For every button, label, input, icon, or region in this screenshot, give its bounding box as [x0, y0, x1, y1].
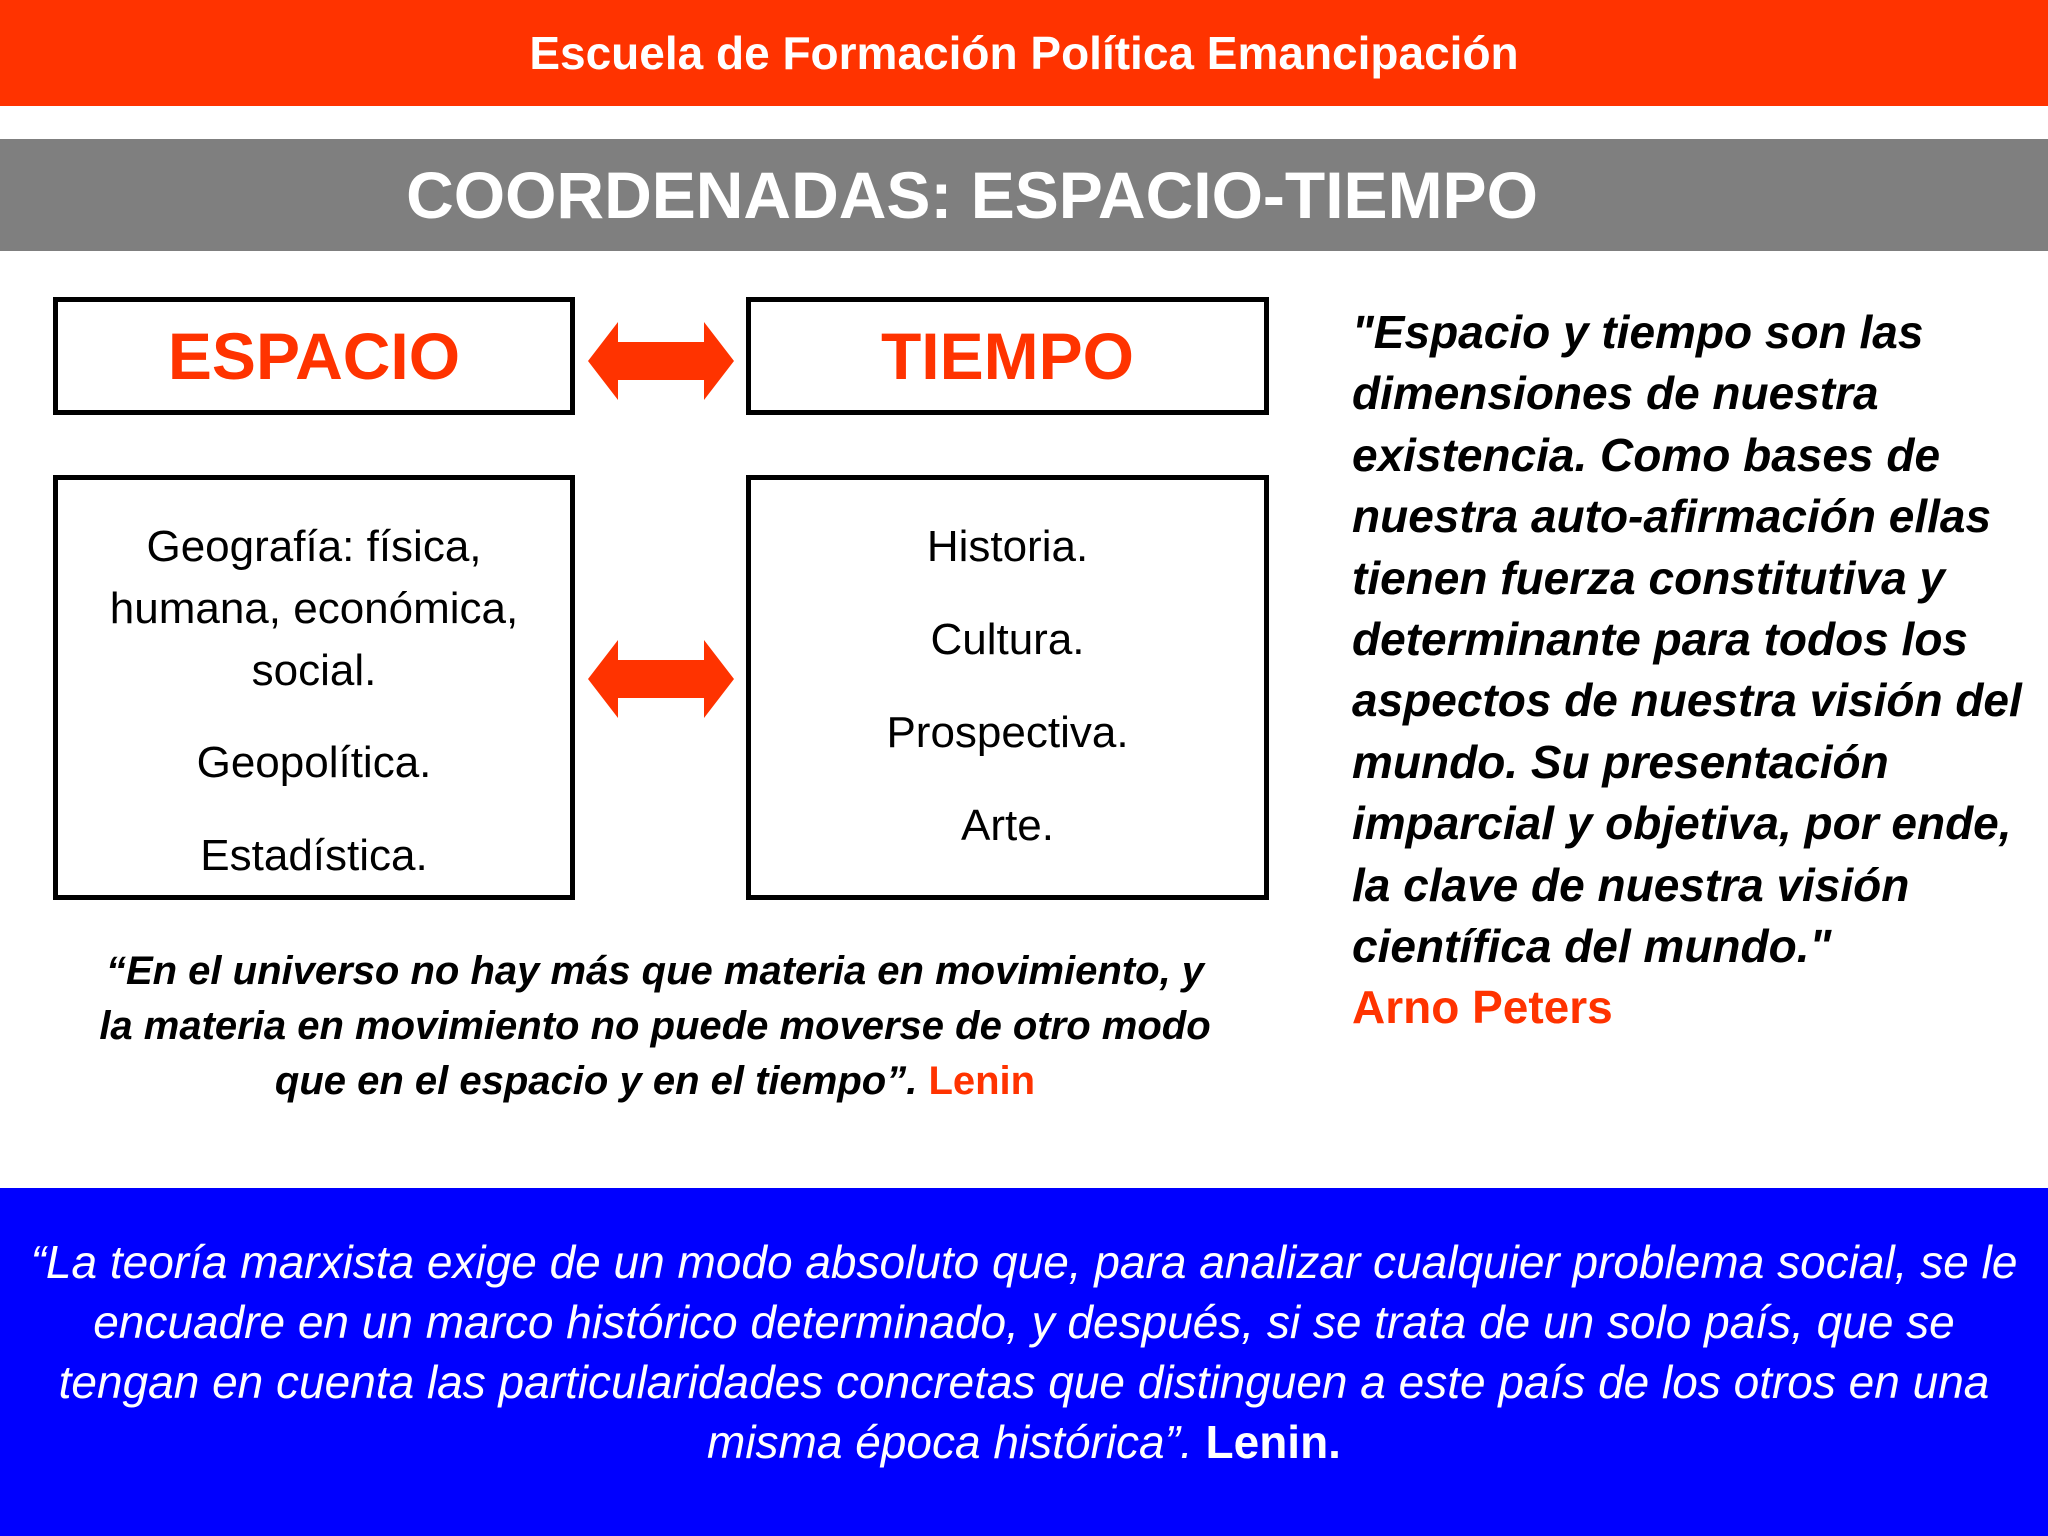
tiempo-item: Cultura.: [930, 615, 1085, 664]
quote-author: Lenin: [928, 1059, 1036, 1103]
lenin-quote-matter: [90, 944, 1220, 1109]
tiempo-heading: TIEMPO: [880, 319, 1134, 393]
quote-text: “En el universo no hay más que materia en movimiento, y la materia en movimiento no puede moverse de otro modo que en el espacio y en el tiempo”.: [99, 949, 1211, 1103]
page-title: COORDENADAS: ESPACIO-TIEMPO: [406, 158, 1538, 232]
espacio-item: Estadística.: [200, 831, 428, 880]
tiempo-item: Historia.: [926, 522, 1089, 571]
espacio-content-box: [53, 475, 575, 900]
tiempo-item: Prospectiva.: [886, 708, 1129, 757]
espacio-item: Geografía: física, humana, económica, social.: [109, 522, 519, 695]
double-arrow-icon: [586, 638, 736, 720]
espacio-heading: ESPACIO: [167, 319, 461, 393]
espacio-heading-box: [53, 297, 575, 415]
school-name: Escuela de Formación Política Emancipación: [529, 27, 1519, 79]
title-bar: [0, 139, 2048, 251]
quote-text: “La teoría marxista exige de un modo absoluto que, para analizar cualquier problema social, se le encuadre en un marco histórico determinado, y después, si se trata de un solo país, que se tengan en cuenta las particularidades concretas que distinguen a este país de los otros en una misma época histórica”.: [30, 1236, 2018, 1468]
lenin-quote-marxist-theory: [20, 1232, 2028, 1472]
tiempo-content-box: [746, 475, 1269, 900]
quote-text: "Espacio y tiempo son las dimensiones de nuestra existencia. Como bases de nuestra auto-afirmación ellas tienen fuerza constitutiva y determinante para todos los aspectos de nuestra visión del mundo. Su presentación imparcial y objetiva, por ende, la clave de nuestra visión científica del mundo.": [1352, 306, 2022, 973]
tiempo-heading-box: [746, 297, 1269, 415]
double-arrow-icon: [586, 320, 736, 402]
tiempo-item: Arte.: [961, 801, 1054, 850]
quote-author: Lenin.: [1205, 1416, 1341, 1468]
espacio-item: Geopolítica.: [196, 738, 432, 787]
top-banner: [0, 0, 2048, 106]
arno-peters-quote: [1352, 302, 2032, 1039]
quote-author: Arno Peters: [1352, 981, 1613, 1034]
